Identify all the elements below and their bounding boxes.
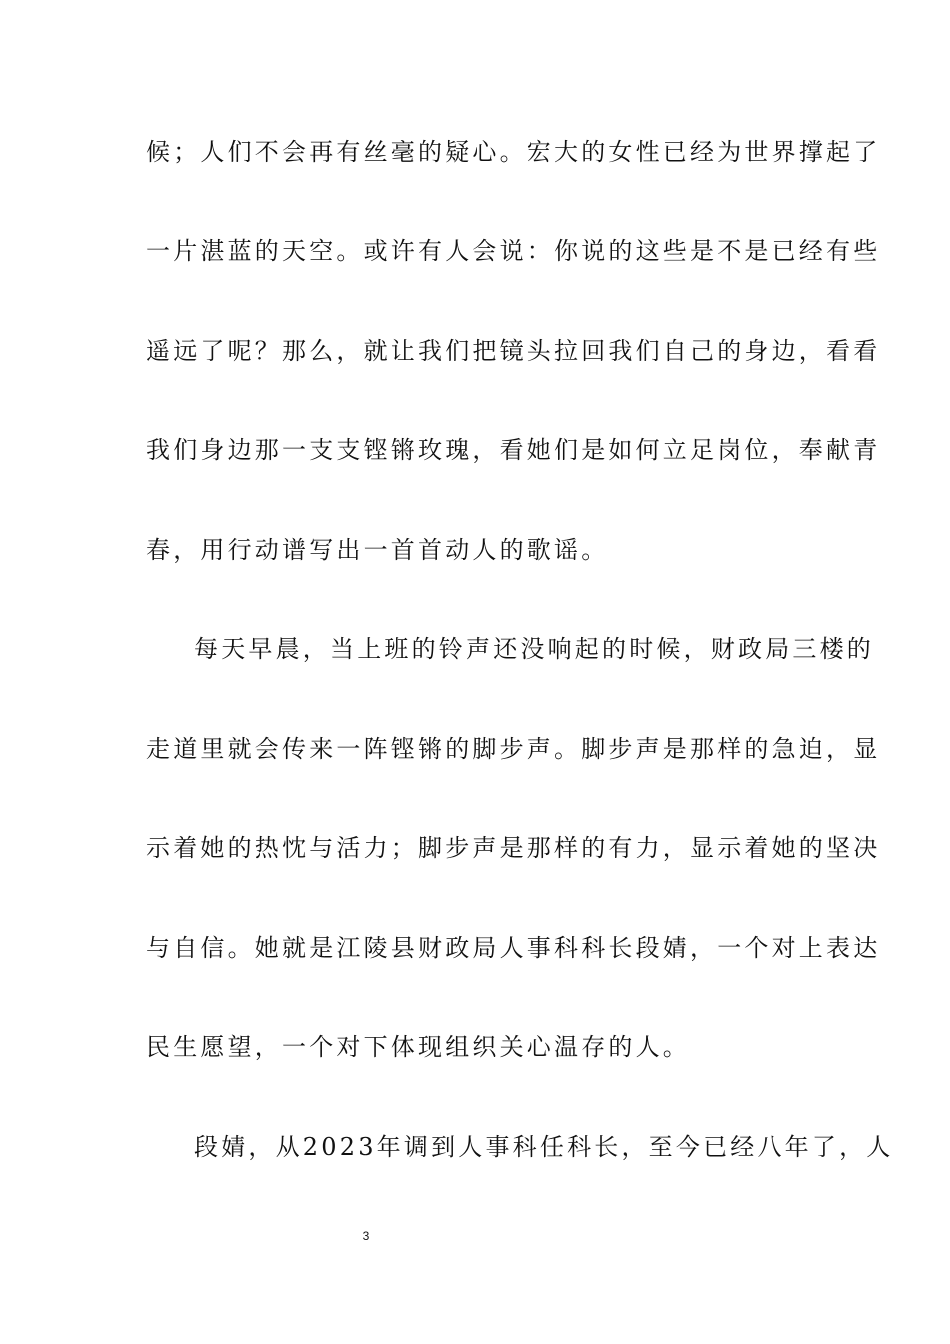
page-number: 3 bbox=[362, 1229, 370, 1243]
text-line-9: 与自信。她就是江陵县财政局人事科科长段婧，一个对上表达 bbox=[146, 934, 881, 962]
text-line-5: 春，用行动谱写出一首首动人的歌谣。 bbox=[146, 536, 609, 564]
text-line-3: 遥远了呢？那么，就让我们把镜头拉回我们自己的身边，看看 bbox=[146, 337, 881, 365]
text-line-11: 段婧，从2023年调到人事科任科长，至今已经八年了，人 bbox=[194, 1133, 894, 1161]
text-line-8: 示着她的热忱与活力；脚步声是那样的有力，显示着她的坚决 bbox=[146, 834, 881, 862]
text-line-2: 一片湛蓝的天空。或许有人会说：你说的这些是不是已经有些 bbox=[146, 237, 881, 265]
text-line-4: 我们身边那一支支铿锵玫瑰，看她们是如何立足岗位，奉献青 bbox=[146, 436, 881, 464]
text-line-1: 候；人们不会再有丝毫的疑心。宏大的女性已经为世界撑起了 bbox=[146, 138, 881, 166]
text-line-7: 走道里就会传来一阵铿锵的脚步声。脚步声是那样的急迫，显 bbox=[146, 735, 881, 763]
text-line-10: 民生愿望，一个对下体现组织关心温存的人。 bbox=[146, 1033, 690, 1061]
text-line-6: 每天早晨，当上班的铃声还没响起的时候，财政局三楼的 bbox=[194, 635, 874, 663]
